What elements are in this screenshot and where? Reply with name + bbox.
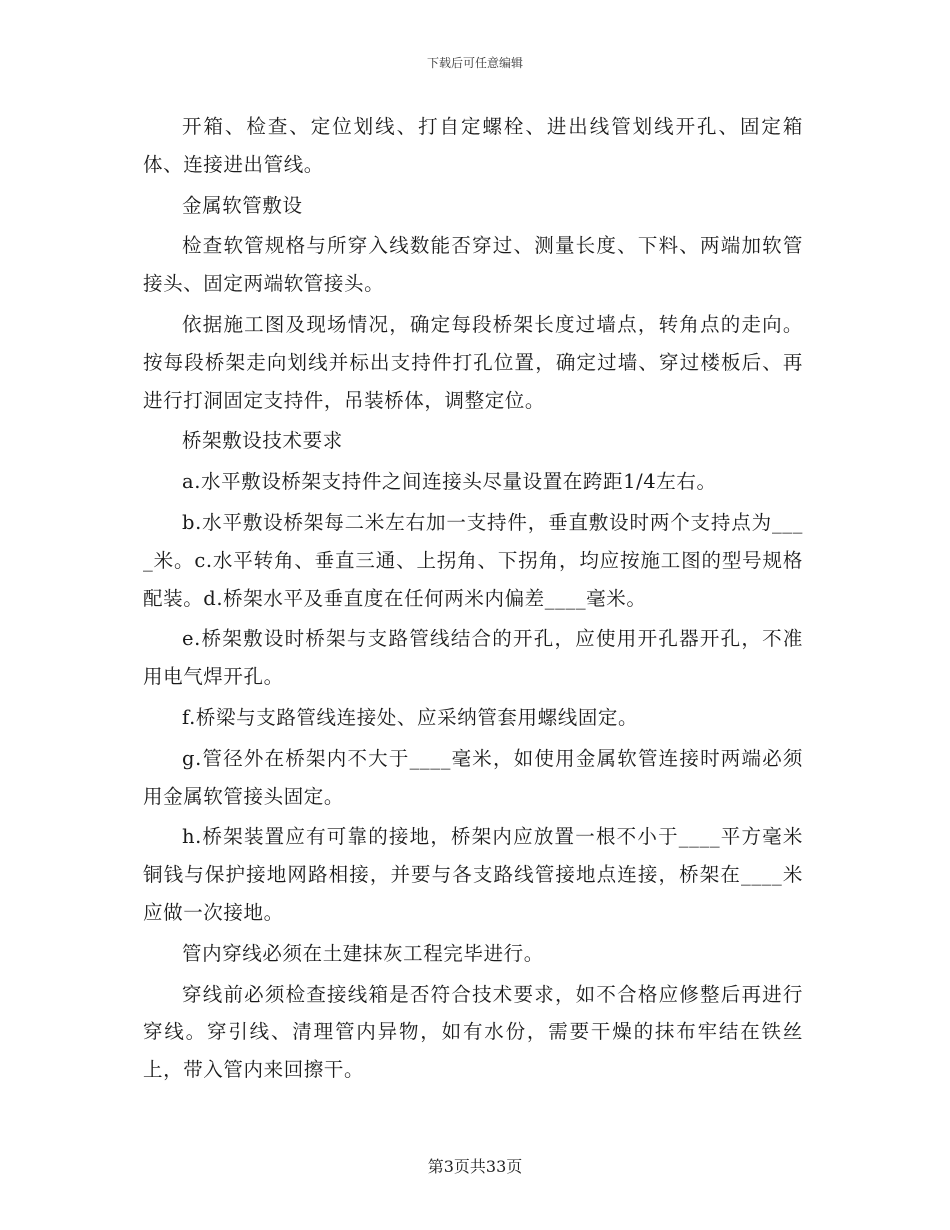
paragraph-3: 检查软管规格与所穿入线数能否穿过、测量长度、下料、两端加软管接头、固定两端软管接头。 — [143, 234, 803, 296]
paragraph-5-heading: 桥架敷设技术要求 — [182, 429, 343, 453]
document-body — [143, 108, 803, 1092]
paragraph-12: 管内穿线必须在土建抹灰工程完毕进行。 — [182, 941, 544, 965]
paragraph-13: 穿线前必须检查接线箱是否符合技术要求，如不合格应修整后再进行穿线。穿引线、清理管内异物，如有水份，需要干燥的抹布牢结在铁丝上，带入管内来回擦干。 — [143, 982, 803, 1082]
paragraph-11: h.桥架装置应有可靠的接地，桥架内应放置一根不小于____平方毫米铜钱与保护接地网路相接，并要与各支路线管接地点连接，桥架在____米应做一次接地。 — [143, 825, 803, 924]
paragraph-10: g.管径外在桥架内不大于____毫米，如使用金属软管连接时两端必须用金属软管接头固定。 — [143, 746, 803, 808]
paragraph-2-heading: 金属软管敷设 — [182, 193, 303, 217]
paragraph-1: 开箱、检查、定位划线、打自定螺栓、进出线管划线开孔、固定箱体、连接进出管线。 — [143, 115, 803, 176]
page-header: 下载后可任意编辑 — [426, 56, 523, 70]
paragraph-6: a.水平敷设桥架支持件之间连接头尽量设置在跨距1/4左右。 — [182, 470, 717, 494]
paragraph-4: 依据施工图及现场情况，确定每段桥架长度过墙点，转角点的走向。按每段桥架走向划线并标出支持件打孔位置，确定过墙、穿过楼板后、再进行打洞固定支持件，吊装桥体，调整定位。 — [143, 312, 803, 412]
paragraph-9: f.桥梁与支路管线连接处、应采纳管套用螺线固定。 — [182, 705, 639, 729]
paragraph-8: e.桥架敷设时桥架与支路管线结合的开孔，应使用开孔器开孔，不准用电气焊开孔。 — [143, 627, 803, 689]
page-number-footer: 第3页共33页 — [427, 1157, 523, 1176]
paragraph-7: b.水平敷设桥架每二米左右加一支持件，垂直敷设时两个支持点为____米。c.水平转角、垂直三通、上拐角、下拐角，均应按施工图的型号规格配装。d.桥架水平及垂直度在任何两米内偏差____毫米。 — [143, 510, 803, 610]
